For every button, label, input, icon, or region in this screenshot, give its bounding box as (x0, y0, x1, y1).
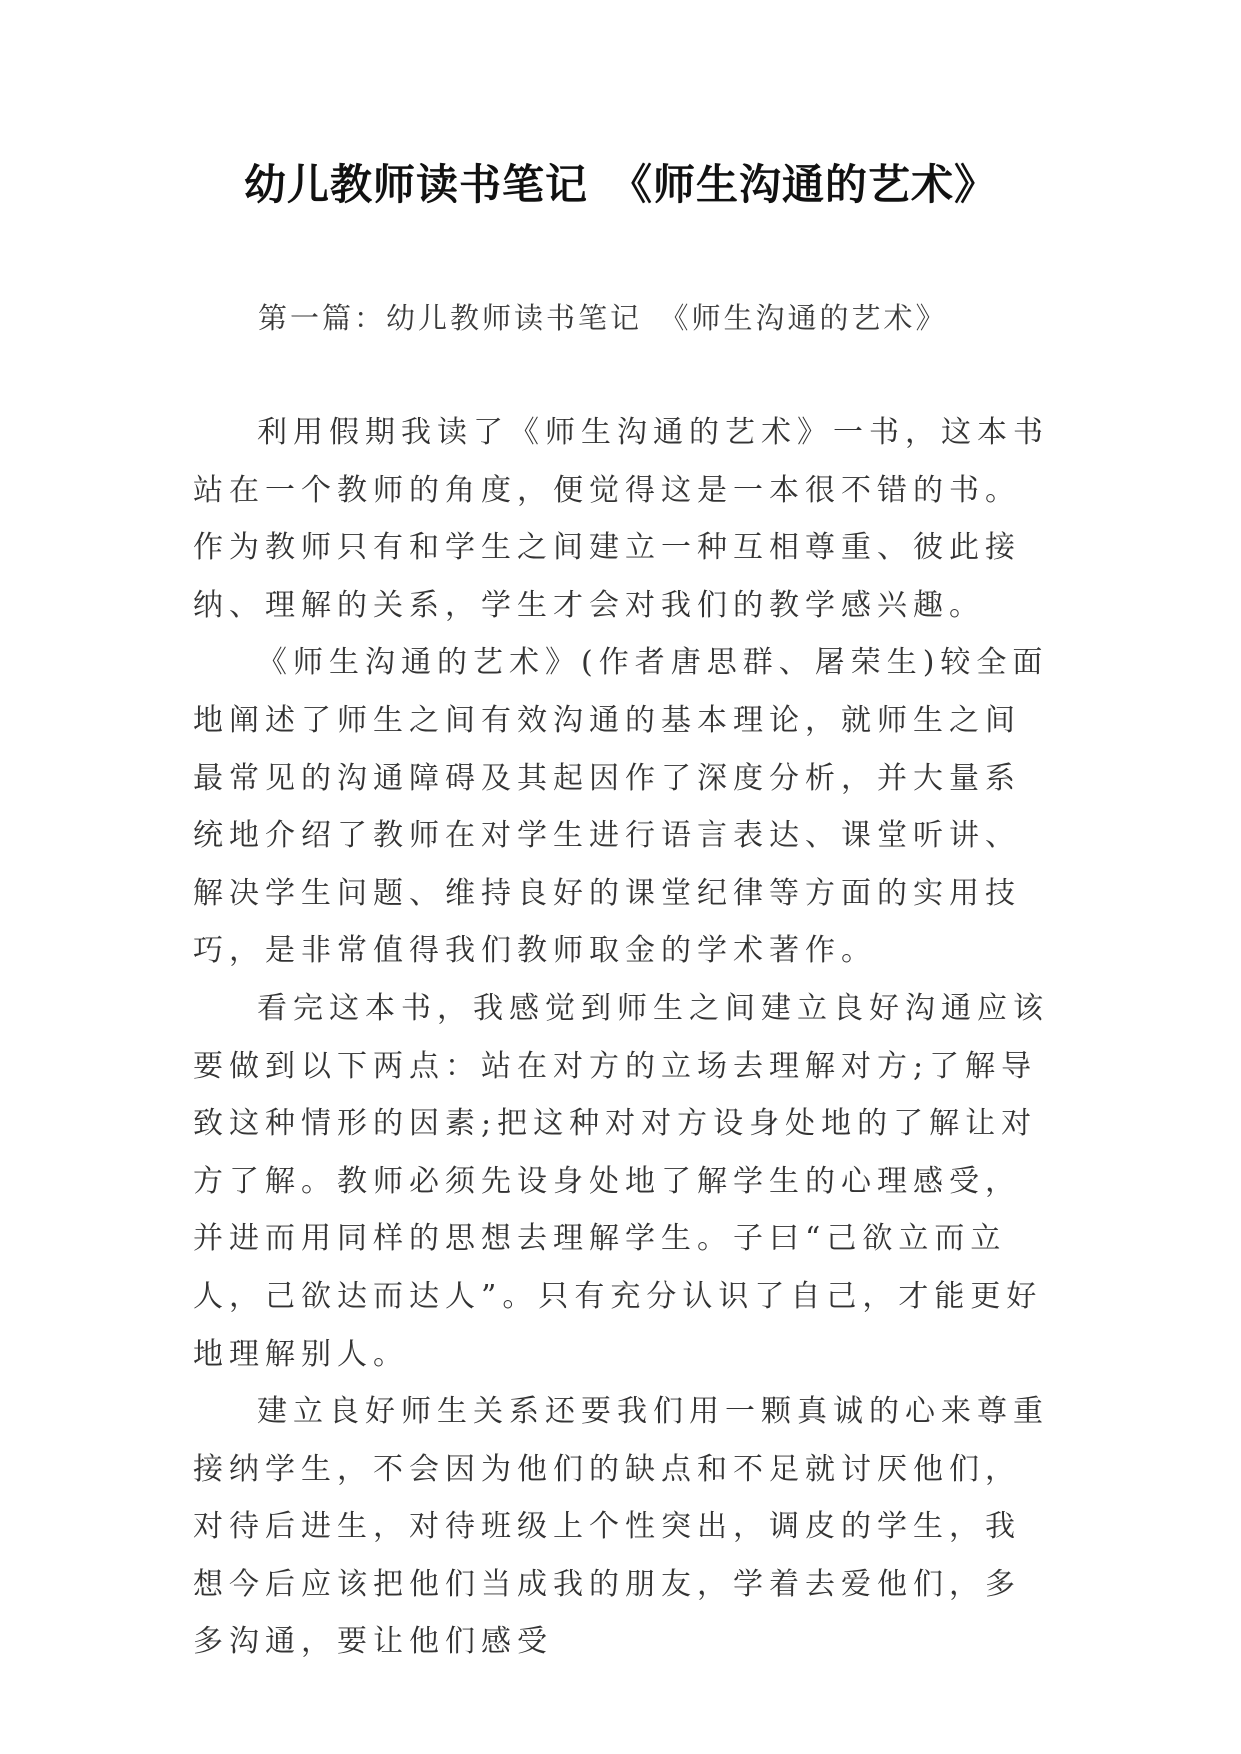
paragraph-3: 看完这本书，我感觉到师生之间建立良好沟通应该要做到以下两点：站在对方的立场去理解对方;了解导致这种情形的因素;把这种对对方设身处地的了解让对方了解。教师必须先设身处地了解学生的心理感受，并进而用同样的思想去理解学生。子曰“己欲立而立人，己欲达而达人”。只有充分认识了自己，才能更好地理解别人。 (193, 990, 1049, 1372)
body-text (193, 404, 1053, 1671)
paragraph-4: 建立良好师生关系还要我们用一颗真诚的心来尊重接纳学生，不会因为他们的缺点和不足就讨厌他们，对待后进生，对待班级上个性突出，调皮的学生，我想今后应该把他们当成我的朋友，学着去爱他们，多多沟通，要让他们感受 (193, 1394, 1049, 1660)
section-subtitle: 第一篇：幼儿教师读书笔记 《师生沟通的艺术》 (258, 301, 948, 335)
paragraph-2: 《师生沟通的艺术》(作者唐思群、屠荣生)较全面地阐述了师生之间有效沟通的基本理论，就师生之间最常见的沟通障碍及其起因作了深度分析，并大量系统地介绍了教师在对学生进行语言表达、课堂听讲、解决学生问题、维持良好的课堂纪律等方面的实用技巧，是非常值得我们教师取金的学术著作。 (193, 645, 1049, 969)
document-title: 幼儿教师读书笔记 《师生沟通的艺术》 (243, 160, 997, 209)
paragraph-1: 利用假期我读了《师生沟通的艺术》一书，这本书站在一个教师的角度，便觉得这是一本很不错的书。作为教师只有和学生之间建立一种互相尊重、彼此接纳、理解的关系，学生才会对我们的教学感兴趣。 (193, 415, 1049, 623)
